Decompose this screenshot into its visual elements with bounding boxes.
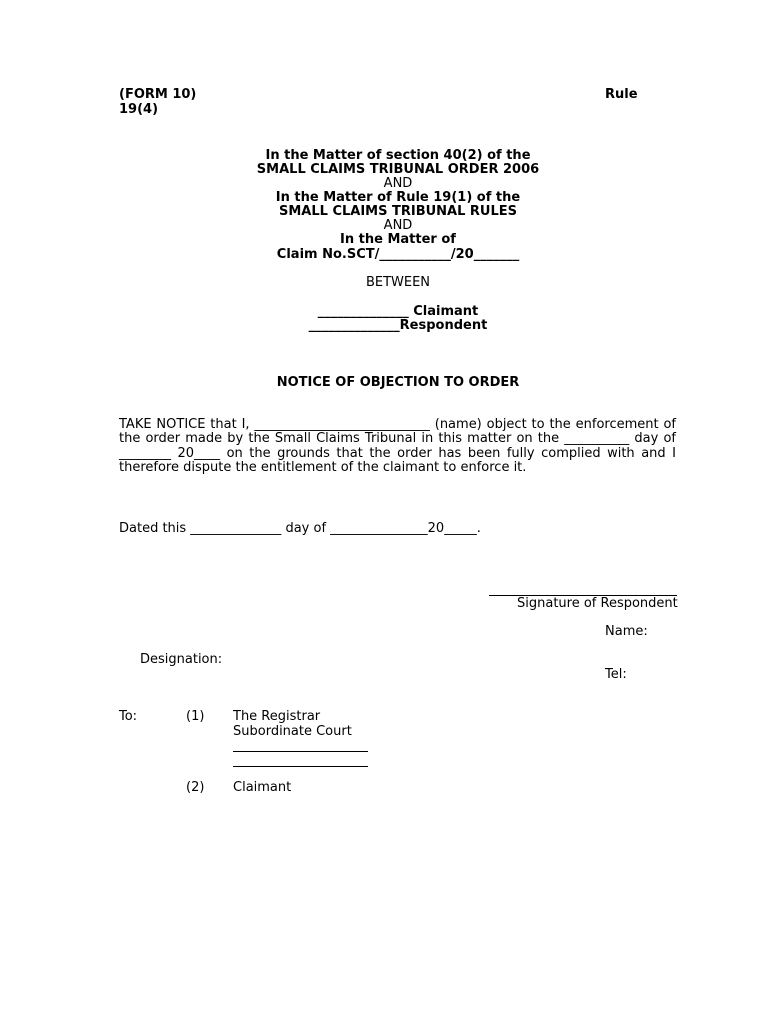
recipient-1-number: (1) <box>186 709 205 724</box>
heading-section-line: In the Matter of section 40(2) of the <box>265 148 531 163</box>
to-label: To: <box>119 709 138 724</box>
recipient-1-court: Subordinate Court <box>233 724 352 739</box>
respondent-line: ______________Respondent <box>308 318 488 333</box>
heading-and-1: AND <box>383 176 413 191</box>
recipient-2-claimant: Claimant <box>233 780 292 795</box>
rule-number: 19(4) <box>119 102 159 117</box>
heading-matter-line: In the Matter of <box>340 232 456 247</box>
heading-rules-line: SMALL CLAIMS TRIBUNAL RULES <box>278 204 518 219</box>
address-line-2 <box>233 766 368 767</box>
form-label: (FORM 10) <box>119 87 197 102</box>
notice-title: NOTICE OF OBJECTION TO ORDER <box>276 375 520 390</box>
claim-number: Claim No.SCT/___________/20_______ <box>276 247 520 262</box>
between-label: BETWEEN <box>365 275 431 290</box>
tel-label: Tel: <box>605 667 627 682</box>
name-label: Name: <box>605 624 648 639</box>
signature-label: Signature of Respondent <box>517 596 678 611</box>
notice-body: TAKE NOTICE that I, ___________________________ (name) object to the enforcement of the order made by the Small Claims Tribunal in this matter on the __________ day of ________ 20____ on the grounds that the order has been fully complied with and I therefore dispute the entitlement of the claimant to enforce it. <box>119 417 676 475</box>
dated-line: Dated this ______________ day of _______________20_____. <box>119 521 481 536</box>
heading-rule-line: In the Matter of Rule 19(1) of the <box>275 190 521 205</box>
recipient-1-title: The Registrar <box>233 709 321 724</box>
heading-order-line: SMALL CLAIMS TRIBUNAL ORDER 2006 <box>256 162 540 177</box>
rule-label: Rule <box>605 87 638 102</box>
heading-and-2: AND <box>383 218 413 233</box>
address-line-1 <box>233 751 368 752</box>
claimant-line: ______________ Claimant <box>317 304 479 319</box>
designation-label: Designation: <box>140 652 223 667</box>
recipient-2-number: (2) <box>186 780 205 795</box>
